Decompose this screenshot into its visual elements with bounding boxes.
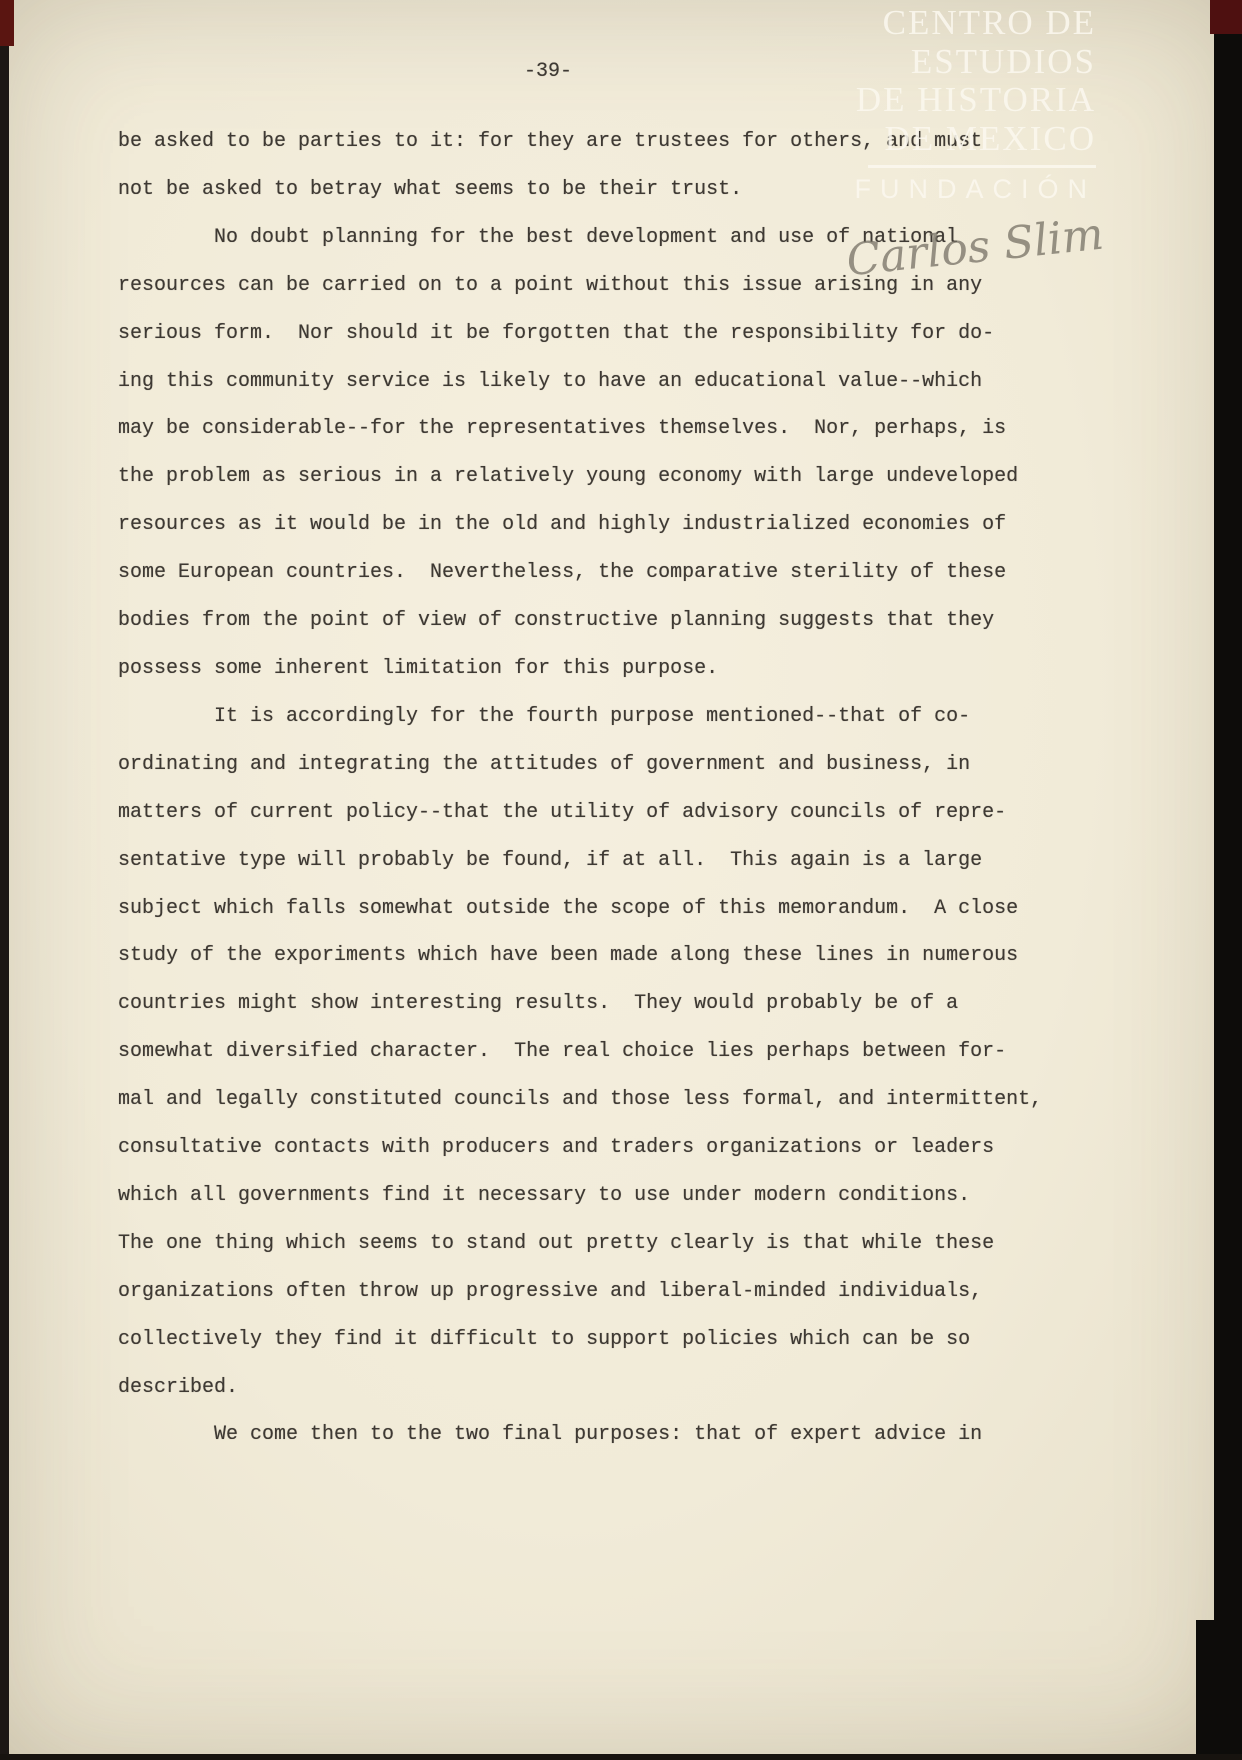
text-line: the problem as serious in a relatively young economy with large undeveloped [118, 465, 1019, 489]
document-body [118, 118, 1042, 1459]
text-line: mal and legally constituted councils and those less formal, and intermittent, [118, 1088, 1043, 1112]
text-line: resources can be carried on to a point without this issue arising in any [118, 273, 983, 297]
scan-corner-top-left [0, 0, 14, 46]
text-line: somewhat diversified character. The real choice lies perhaps between for- [118, 1040, 1007, 1064]
text-line: serious form. Nor should it be forgotten that the responsibility for do- [118, 321, 995, 345]
text-line: bodies from the point of view of constructive planning suggests that they [118, 609, 995, 633]
text-line: No doubt planning for the best development and use of national [118, 225, 959, 249]
text-line: subject which falls somewhat outside the scope of this memorandum. A close [118, 896, 1019, 920]
scan-edge-right [1214, 0, 1242, 1760]
text-line: described. [118, 1375, 239, 1399]
text-line: which all governments find it necessary to use under modern conditions. [118, 1183, 971, 1207]
text-line: ordinating and integrating the attitudes of government and business, in [118, 752, 971, 776]
text-line: We come then to the two final purposes: that of expert advice in [118, 1423, 983, 1447]
text-line: countries might show interesting results. They would probably be of a [118, 992, 959, 1016]
text-line: consultative contacts with producers and traders organizations or leaders [118, 1136, 995, 1160]
text-line: sentative type will probably be found, if at all. This again is a large [118, 848, 983, 872]
page-number: -39- [523, 60, 572, 83]
text-line: resources as it would be in the old and highly industrialized economies of [118, 513, 1007, 537]
watermark-foundation-label: FUNDACIÓN [854, 174, 1096, 204]
text-line: matters of current policy--that the utility of advisory councils of repre- [118, 800, 1007, 824]
watermark-line: DE MEXICO [884, 118, 1096, 158]
text-line: collectively they find it difficult to support policies which can be so [118, 1327, 971, 1351]
text-line: possess some inherent limitation for this purpose. [118, 656, 719, 680]
text-line: The one thing which seems to stand out pretty clearly is that while these [118, 1231, 995, 1255]
text-line: not be asked to betray what seems to be their trust. [118, 177, 743, 201]
watermark-line: ESTUDIOS [910, 41, 1096, 81]
watermark-line: DE HISTORIA [855, 80, 1096, 119]
scan-corner-top-right [1210, 0, 1242, 34]
text-line: study of the exporiments which have been made along these lines in numerous [118, 944, 1019, 968]
watermark-line: CENTRO DE [882, 3, 1096, 42]
text-line: be asked to be parties to it: for they are trustees for others, and must [118, 130, 983, 153]
text-line: organizations often throw up progressive and liberal-minded individuals, [118, 1279, 983, 1303]
scan-edge-left [0, 0, 9, 1760]
text-line: may be considerable--for the representatives themselves. Nor, perhaps, is [118, 417, 1007, 441]
text-line: It is accordingly for the fourth purpose mentioned--that of co- [118, 704, 971, 728]
scan-corner-bottom-right [1196, 1620, 1242, 1760]
text-line: some European countries. Nevertheless, the comparative sterility of these [118, 561, 1007, 585]
text-line: ing this community service is likely to have an educational value--which [118, 369, 983, 393]
scan-edge-bottom [0, 1754, 1242, 1760]
handwritten-signature: Carlos Slim [843, 208, 1106, 287]
